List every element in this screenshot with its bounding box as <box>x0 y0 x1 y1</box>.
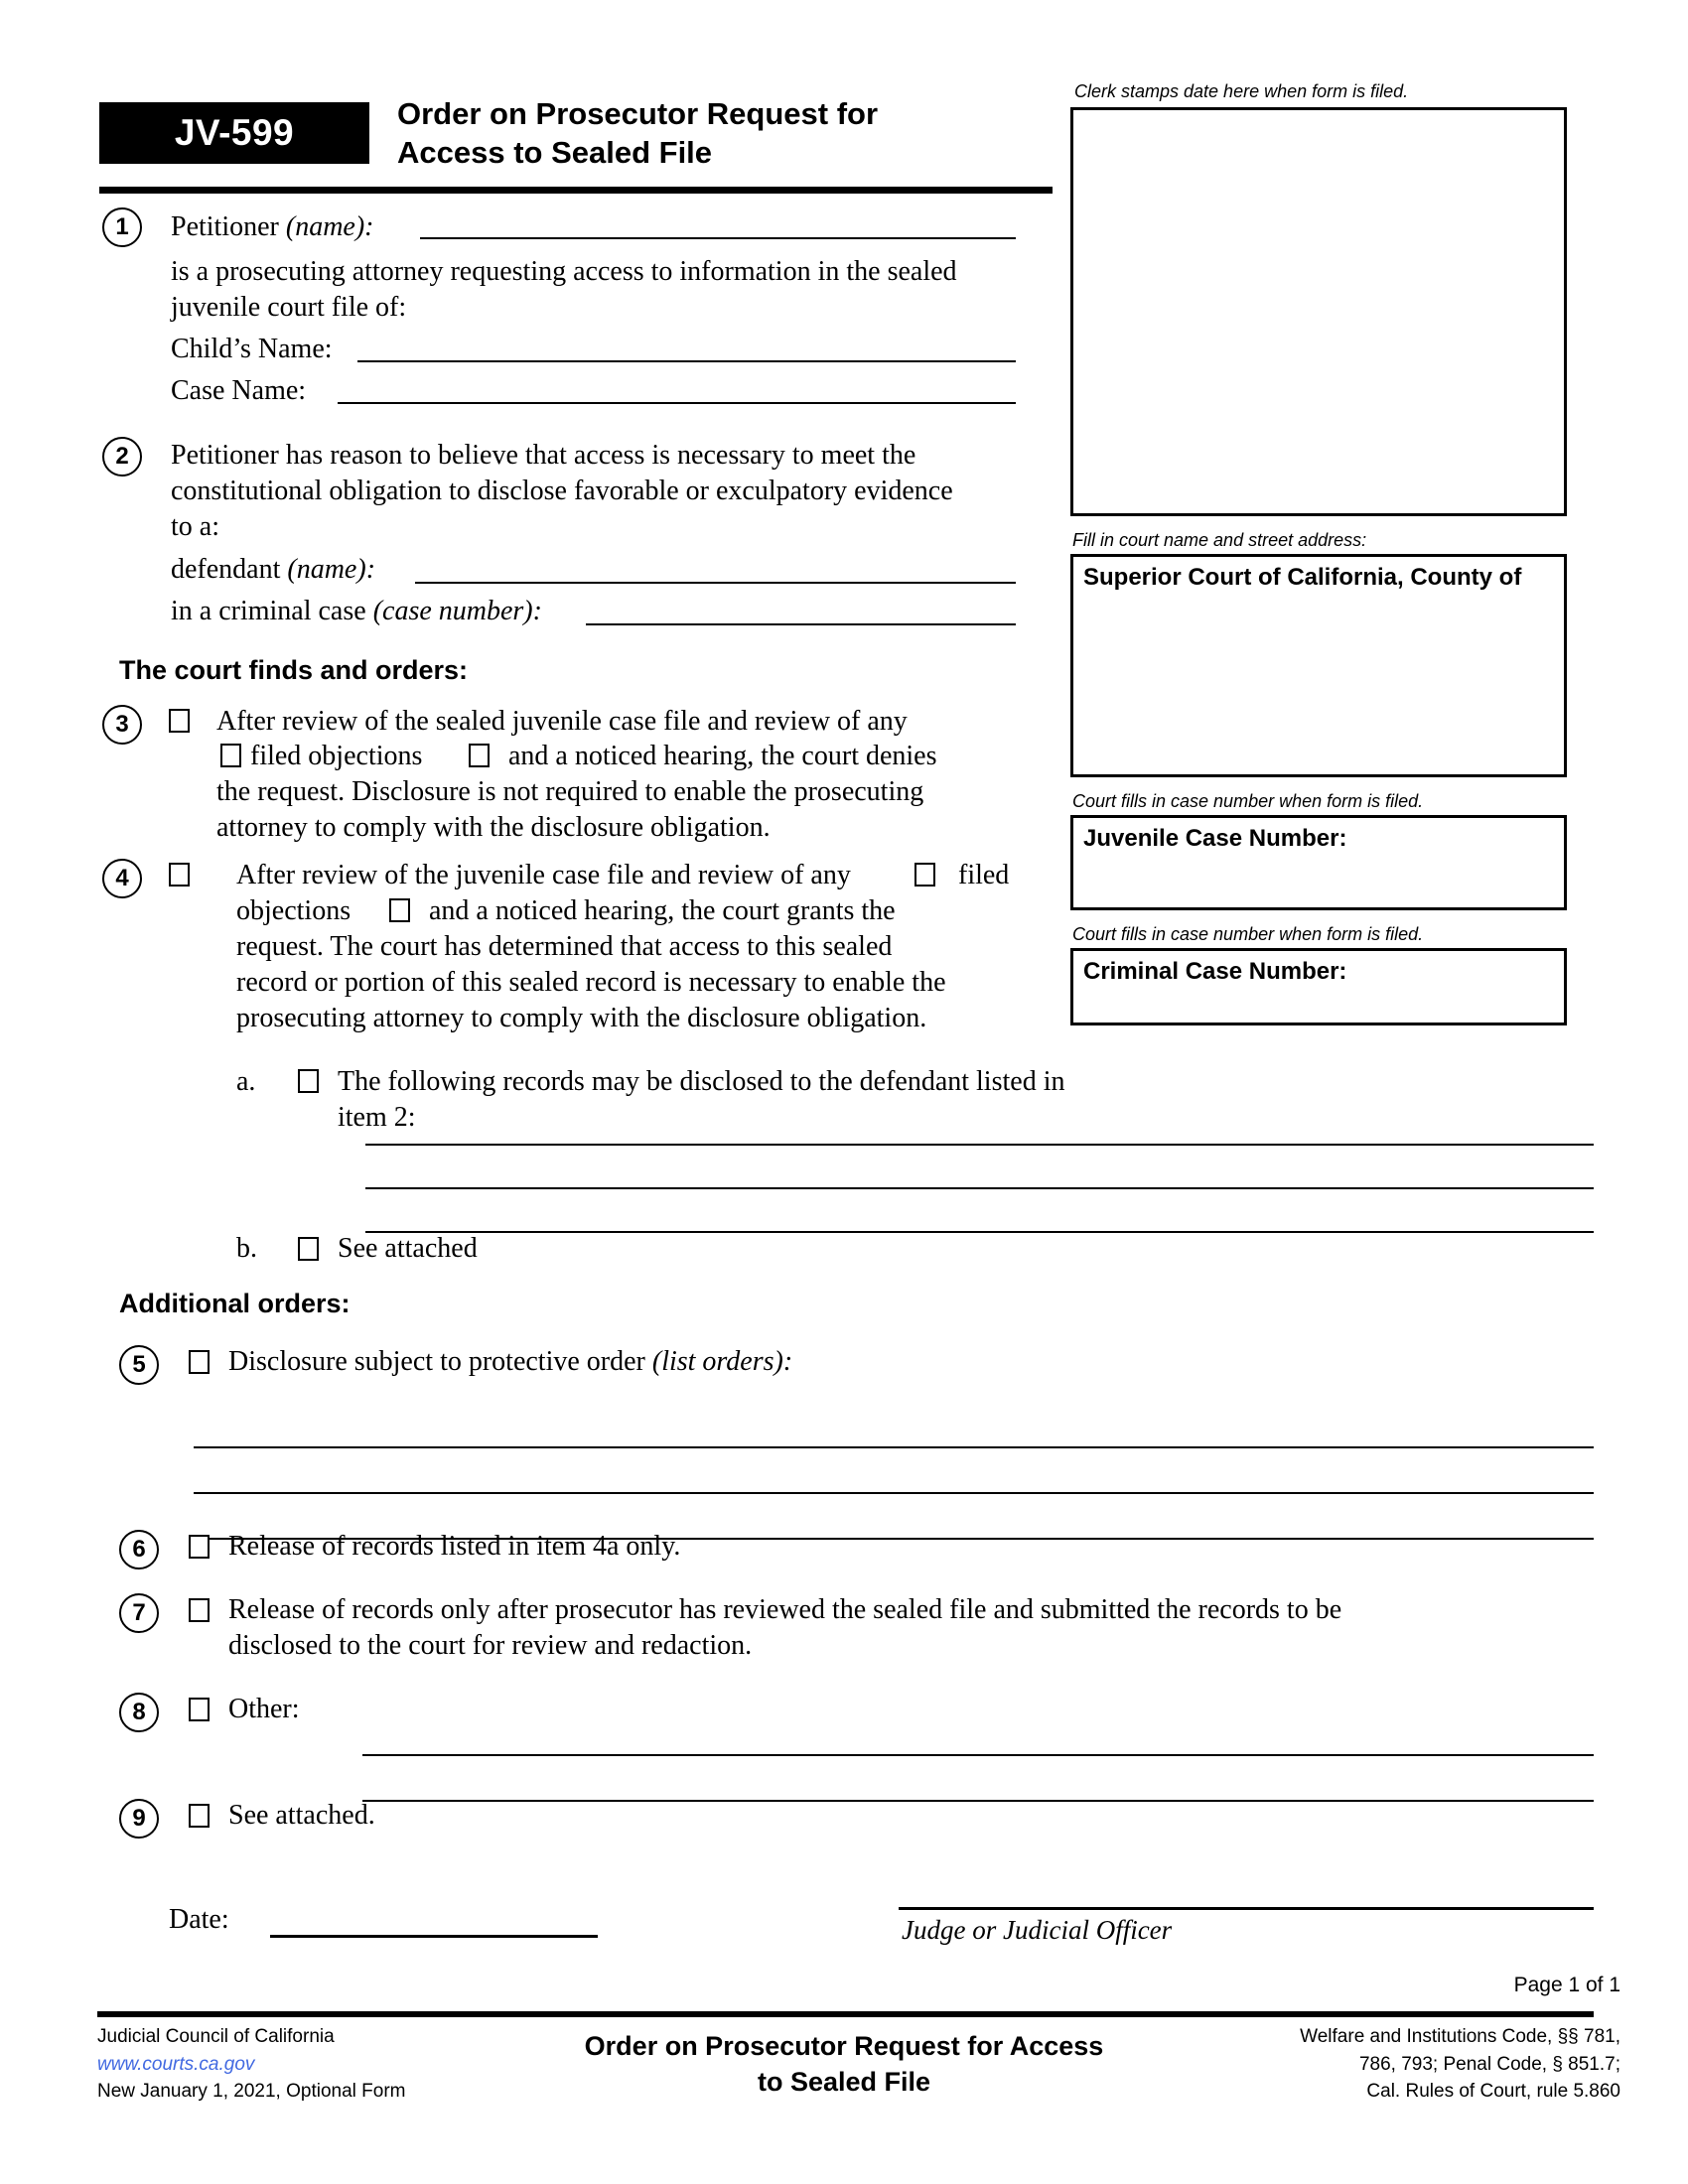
form-revision-label: New January 1, 2021, Optional Form <box>97 2081 406 2103</box>
item-3-number <box>102 705 142 745</box>
courts-website-link[interactable]: www.courts.ca.gov <box>97 2053 255 2075</box>
item-5-number-text: 5 <box>132 1351 146 1378</box>
footer-divider <box>97 2011 1594 2017</box>
defendant-word: defendant <box>171 554 281 585</box>
item-4a-line-1[interactable] <box>365 1144 1594 1146</box>
clerk-stamp-caption: Clerk stamps date here when form is filed. <box>1074 81 1409 101</box>
date-label: Date: <box>169 1904 229 1935</box>
item-3-checkbox[interactable] <box>169 709 190 733</box>
item-4-number-text: 4 <box>115 865 129 891</box>
form-number-badge <box>99 102 369 164</box>
item-3-line4: attorney to comply with the disclosure obligation. <box>216 812 771 843</box>
item-9-number-text: 9 <box>132 1805 146 1832</box>
item-5-line-1[interactable] <box>194 1446 1594 1448</box>
petitioner-word: Petitioner <box>171 211 279 242</box>
case-name-input[interactable] <box>338 402 1016 404</box>
item-3-filed-objections-label: filed objections <box>250 741 423 771</box>
item-9-checkbox[interactable] <box>189 1804 210 1828</box>
item-7-number <box>119 1593 159 1633</box>
citation-line-3: Cal. Rules of Court, rule 5.860 <box>1366 2081 1620 2103</box>
item-4-objections-word: objections <box>236 895 352 926</box>
court-name-label: Superior Court of California, County of <box>1083 564 1522 591</box>
item-4-noticed-hearing-checkbox[interactable] <box>389 898 410 922</box>
item-2-number-text: 2 <box>115 443 129 470</box>
item-4-filed-objections-checkbox[interactable] <box>914 863 935 887</box>
defendant-label <box>171 552 375 588</box>
item-4b-checkbox[interactable] <box>298 1237 319 1261</box>
juvenile-case-number-label: Juvenile Case Number: <box>1083 825 1347 852</box>
item-5-hint: (list orders): <box>651 1346 793 1377</box>
juvenile-case-number-box[interactable] <box>1070 815 1567 910</box>
item-3-noticed-hearing-checkbox[interactable] <box>469 744 490 767</box>
item-4a-letter: a. <box>236 1066 256 1097</box>
item-1-number-text: 1 <box>115 213 129 240</box>
petitioner-hint: (name): <box>285 211 374 242</box>
clerk-stamp-box[interactable] <box>1070 107 1567 516</box>
item-5-label <box>228 1344 792 1380</box>
item-6-number <box>119 1530 159 1570</box>
item-2-line1: Petitioner has reason to believe that access is necessary to meet the <box>171 440 916 471</box>
item-4b-letter: b. <box>236 1233 257 1264</box>
item-4-line6: prosecuting attorney to comply with the disclosure obligation. <box>236 1003 927 1033</box>
item-8-checkbox[interactable] <box>189 1698 210 1721</box>
item-3-line3: the request. Disclosure is not required to enable the prosecuting <box>216 776 924 807</box>
item-6-number-text: 6 <box>132 1536 146 1563</box>
citation-line-2: 786, 793; Penal Code, § 851.7; <box>1358 2053 1620 2075</box>
judicial-council-label: Judicial Council of California <box>97 2026 335 2047</box>
item-8-line-1[interactable] <box>362 1754 1594 1756</box>
item-6-checkbox[interactable] <box>189 1535 210 1559</box>
petitioner-name-input[interactable] <box>420 237 1016 239</box>
item-5-line-2[interactable] <box>194 1492 1594 1494</box>
additional-orders-heading: Additional orders: <box>119 1289 351 1318</box>
item-8-number-text: 8 <box>132 1699 146 1725</box>
page-title-line2: Access to Sealed File <box>397 134 713 170</box>
item-7-line2: disclosed to the court for review and redaction. <box>228 1630 753 1661</box>
judge-signature-input[interactable] <box>899 1907 1594 1910</box>
criminal-case-number-box[interactable] <box>1070 948 1567 1025</box>
defendant-hint: (name): <box>287 554 376 585</box>
criminal-case-hint: (case number): <box>372 596 542 626</box>
item-2-line3: to a: <box>171 511 219 542</box>
item-4-line1: After review of the juvenile case file and review of any <box>236 860 851 890</box>
criminal-case-label <box>171 594 542 629</box>
item-5-text: Disclosure subject to protective order <box>228 1346 645 1377</box>
item-2-number <box>102 437 142 477</box>
header-divider <box>99 187 1053 194</box>
item-9-number <box>119 1799 159 1839</box>
item-4-line4: request. The court has determined that access to this sealed <box>236 931 893 962</box>
item-1-line2: is a prosecuting attorney requesting access to information in the sealed <box>171 256 957 287</box>
case-name-label: Case Name: <box>171 375 307 406</box>
item-6-label: Release of records listed in item 4a only. <box>228 1531 681 1562</box>
court-name-address-box[interactable] <box>1070 554 1567 777</box>
footer-form-title-line1: Order on Prosecutor Request for Access <box>584 2031 1104 2061</box>
child-name-input[interactable] <box>357 360 1016 362</box>
criminal-case-caption: Court fills in case number when form is filed. <box>1072 924 1424 944</box>
date-input[interactable] <box>270 1935 598 1938</box>
item-4a-line-3[interactable] <box>365 1231 1594 1233</box>
page-title <box>397 95 1033 173</box>
item-9-label: See attached. <box>228 1800 375 1831</box>
item-4a-checkbox[interactable] <box>298 1069 319 1093</box>
finds-and-orders-heading: The court finds and orders: <box>119 655 469 685</box>
footer-citations <box>1203 2023 1620 2106</box>
form-number-text: JV-599 <box>174 112 295 153</box>
juvenile-case-caption: Court fills in case number when form is filed. <box>1072 791 1424 811</box>
item-3-filed-objections-checkbox[interactable] <box>220 744 241 767</box>
item-5-checkbox[interactable] <box>189 1350 210 1374</box>
footer-form-title-line2: to Sealed File <box>757 2067 931 2098</box>
page-number: Page 1 of 1 <box>1513 1974 1620 1996</box>
item-4-number <box>102 859 142 898</box>
item-7-line1: Release of records only after prosecutor has reviewed the sealed file and submitted the records to be <box>228 1594 1342 1625</box>
item-4a-label: The following records may be disclosed to the defendant listed in item 2: <box>338 1066 1065 1134</box>
item-1-number <box>102 207 142 247</box>
item-3-number-text: 3 <box>115 711 129 738</box>
item-4-filed-word: filed <box>958 860 1010 890</box>
item-5-number <box>119 1345 159 1385</box>
criminal-case-number-input[interactable] <box>586 623 1016 625</box>
item-1-petitioner-label <box>171 209 374 245</box>
citation-line-1: Welfare and Institutions Code, §§ 781, <box>1300 2026 1620 2047</box>
item-3-noticed-hearing-label: and a noticed hearing, the court denies <box>508 741 937 771</box>
item-7-checkbox[interactable] <box>189 1598 210 1622</box>
item-8-number <box>119 1693 159 1732</box>
item-4-checkbox[interactable] <box>169 863 190 887</box>
item-3-line1: After review of the sealed juvenile case file and review of any <box>216 706 908 737</box>
child-name-label: Child’s Name: <box>171 334 333 364</box>
footer-left-block <box>97 2023 406 2106</box>
criminal-case-number-label: Criminal Case Number: <box>1083 958 1347 985</box>
page-title-line1: Order on Prosecutor Request for <box>397 96 879 131</box>
item-4-line5: record or portion of this sealed record is necessary to enable the <box>236 967 946 998</box>
judge-signature-label: Judge or Judicial Officer <box>902 1915 1173 1945</box>
defendant-name-input[interactable] <box>415 582 1016 584</box>
item-4-noticed-hearing-label: and a noticed hearing, the court grants the <box>429 895 896 926</box>
item-8-label: Other: <box>228 1694 300 1724</box>
criminal-case-words: in a criminal case <box>171 596 366 626</box>
footer-form-title <box>427 2028 1261 2101</box>
item-2-line2: constitutional obligation to disclose favorable or exculpatory evidence <box>171 476 953 506</box>
item-8-line-2[interactable] <box>362 1800 1594 1802</box>
item-1-line3: juvenile court file of: <box>171 292 407 323</box>
item-4b-label: See attached <box>338 1233 478 1264</box>
item-7-number-text: 7 <box>132 1599 146 1626</box>
court-address-caption: Fill in court name and street address: <box>1072 530 1367 550</box>
item-4a-line-2[interactable] <box>365 1187 1594 1189</box>
